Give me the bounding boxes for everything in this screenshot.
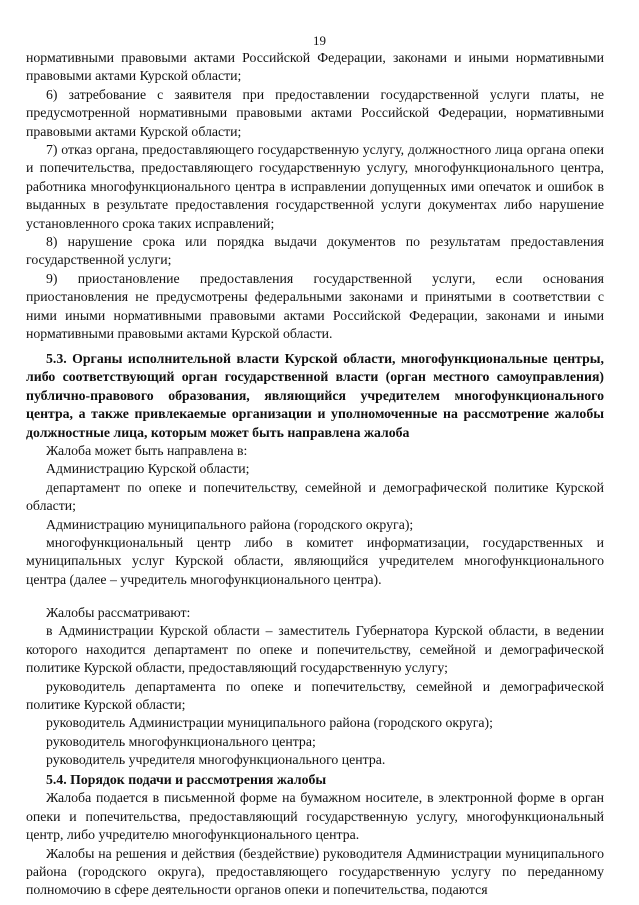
section-5-3	[26, 350, 604, 589]
paragraph: нормативными правовыми актами Российской Федерации, законами и иными нормативными правовыми актами Курской области;	[26, 50, 604, 84]
list-item: 7) отказ органа, предоставляющего государственную услугу, должностного лица органа опеки и попечительства, предоставляющего государственную услугу, многофункционального центра, работника многофункционального центра в исправлении допущенных ими опечаток и ошибок в выданных в результате предоставления государственной услуги документах либо нарушение установленного срока таких исправлений;	[26, 142, 604, 231]
reviewers-block	[26, 604, 604, 770]
paragraph: Жалобы рассматривают:	[46, 605, 191, 620]
section-5-4	[26, 771, 604, 900]
list-item: 8) нарушение срока или порядка выдачи документов по результатам предоставления государственной услуги;	[26, 234, 604, 268]
paragraph: департамент по опеке и попечительству, семейной и демографической политике Курской области;	[26, 479, 604, 514]
paragraph: руководитель учредителя многофункционального центра.	[46, 752, 386, 768]
page-number: 19	[313, 33, 326, 48]
paragraph: в Администрации Курской области – заместитель Губернатора Курской области, в ведении которого находится департамент по опеке и попечительству, семейной и демографической политике Курской области, предоставляющий государственную услугу;	[26, 623, 604, 676]
paragraph: руководитель многофункционального центра;	[46, 733, 316, 749]
paragraph: руководитель Администрации муниципального района (городского округа);	[46, 715, 493, 731]
section-heading: 5.3. Органы исполнительной власти Курской области, многофункциональные центры, либо соответствующий орган государственной власти (орган местного самоуправления) публично-правового образования, являющийся учредителем многофункционального центра, а также привлекаемые организации и уполномоченные на рассмотрение жалобы должностные лица, которым может быть направлена жалоба	[26, 351, 604, 440]
list-item: 6) затребование с заявителя при предоставлении государственной услуги платы, не предусмотренной нормативными правовыми актами Российской Федерации, нормативными правовыми актами Курской области;	[26, 86, 604, 139]
list-item: 9) приостановление предоставления государственной услуги, если основания приостановления не предусмотрены федеральными законами и принятыми в соответствии с ними иными нормативными правовыми актами Российской Федерации, законами и иными нормативными правовыми актами Курской области.	[26, 270, 604, 342]
paragraph: руководитель департамента по опеке и попечительству, семейной и демографической политике Курской области;	[26, 678, 604, 713]
paragraph: многофункциональный центр либо в комитет информатизации, государственных и муниципальных услуг Курской области, являющийся учредителем многофункционального центра (далее – учредитель многофункционального центра).	[26, 535, 604, 587]
grounds-list	[26, 49, 604, 344]
section-heading: 5.4. Порядок подачи и рассмотрения жалобы	[46, 772, 327, 787]
paragraph: Жалоба может быть направлена в:	[46, 443, 248, 459]
paragraph: Администрацию Курской области;	[46, 461, 250, 477]
paragraph: Жалоба подается в письменной форме на бумажном носителе, в электронной форме в орган опеки и попечительства, предоставляющий государственную услугу, многофункциональный центр, либо учредителю многофункционального центра.	[26, 790, 604, 843]
paragraph: Администрацию муниципального района (городского округа);	[46, 516, 414, 532]
paragraph: Жалобы на решения и действия (бездействие) руководителя Администрации муниципального района (городского округа), предоставляющего государственную услугу по переданному полномочию в сфере деятельности органов опеки и попечительства, подаются	[26, 845, 604, 898]
